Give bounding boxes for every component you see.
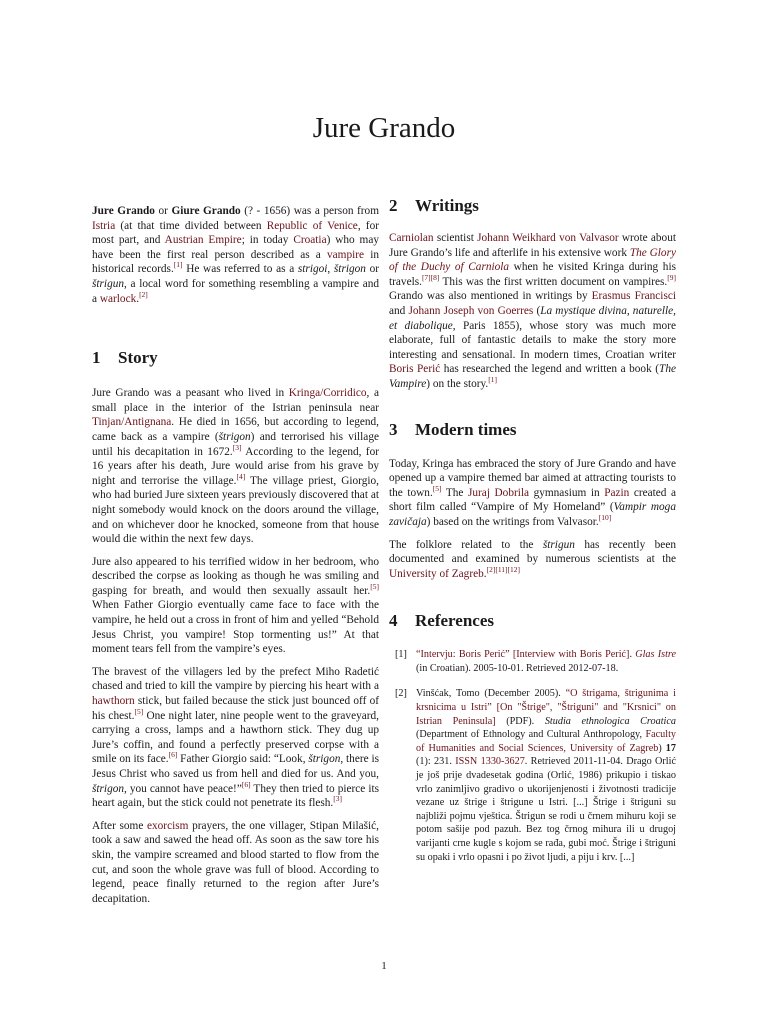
citation-link[interactable]: [6] (241, 779, 251, 789)
text-run: . (483, 567, 487, 580)
wiki-link[interactable]: vampire (327, 248, 365, 261)
wiki-link[interactable]: “O štrigama, štrigunima i krsnicima u Istri” [On "Štrige", "Štriguni" and "Krsnici" on Istrian Peninsula] (416, 688, 676, 727)
text-run: , a small place in the interior of the Istrian peninsula near (92, 387, 379, 414)
text-run: Studia ethnologica Croatica (544, 715, 676, 727)
citation-link[interactable]: [10] (598, 513, 612, 523)
section-heading-story (92, 348, 379, 368)
wiki-link[interactable]: Carniolan (389, 232, 434, 244)
text-run: štrigon (308, 753, 341, 766)
text-run: . He died in 1656, but according to legend, came back as a vampire ( (92, 416, 379, 443)
citation-link[interactable]: [9] (667, 273, 676, 283)
section-number: 1 (92, 348, 101, 368)
text-run: ) who may have been the first real person described as a (92, 234, 379, 261)
text-run: (Department of Ethnology and Cultural Anthropology, (416, 729, 646, 741)
text-run: štrigun (92, 277, 125, 290)
text-run: Today, Kringa has embraced the story of Jure Grando and have opened up a vampire themed bar aimed at attracting tourists to the town. (389, 457, 676, 499)
text-run: When Father Giorgio eventually came face to face with the vampire, he held out a cross in front of him and yelled “Behold Jesus Christ, you vampire! Stop tormenting us!” At that moment tears fell from the vampire’s eyes. (92, 599, 379, 656)
reference-number: [1] (395, 649, 407, 661)
wiki-link[interactable]: “Intervju: Boris Perić” [Interview with Boris Perić] (416, 649, 630, 661)
text-run: created a short film called “Vampire of My Homeland” ( (389, 486, 677, 514)
text-run: Jure Grando (92, 205, 155, 217)
text-run: Vinšćak, Tomo (December 2005). (416, 688, 566, 700)
citation-link[interactable]: [7][8] (421, 273, 440, 283)
text-run: ) and terrorised his village until his decapitation in 1672. (92, 430, 379, 458)
modern-times-body (389, 457, 676, 582)
text-run: , a local word for something resembling a vampire and a (92, 277, 379, 305)
text-run: has researched the legend and written a book ( (440, 363, 660, 376)
body-paragraph (389, 457, 676, 530)
text-run: La mystique divina, naturelle, et diabolique (389, 304, 676, 332)
citation-link[interactable]: [4] (236, 471, 246, 481)
text-run: ; in today (241, 234, 294, 247)
text-run: in historical records. (92, 248, 379, 276)
citation-link[interactable]: [3] (333, 794, 342, 804)
writings-body (389, 231, 676, 392)
text-run: 17 (665, 742, 676, 754)
text-run: stick, but failed because the stick just bounced off of his chest. (92, 695, 379, 722)
text-run: The folklore related to the (389, 538, 543, 551)
citation-link[interactable]: [2][11][12] (486, 564, 521, 574)
page-number: 1 (381, 960, 387, 972)
reference-number: [2] (395, 688, 407, 700)
text-run: Grando was also mentioned in writings by (389, 290, 592, 303)
section-number: 4 (389, 611, 398, 631)
wiki-link[interactable]: Erasmus Francisci (591, 290, 676, 303)
body-paragraph (389, 231, 676, 392)
section-title: References (415, 611, 494, 631)
wiki-link[interactable]: Juraj Dobrila (468, 486, 530, 499)
section-title: Modern times (415, 419, 517, 439)
wiki-link[interactable]: warlock (99, 292, 137, 305)
wiki-link[interactable]: Boris Perić (389, 363, 441, 376)
text-run: . (136, 292, 140, 305)
text-run: (at that time divided between (115, 219, 267, 232)
citation-link[interactable]: [5] (370, 582, 379, 592)
text-run: strigoi (297, 263, 328, 276)
citation-link[interactable]: [3] (232, 442, 242, 452)
citation-link[interactable]: [5] (432, 483, 442, 493)
section-heading-references (389, 611, 676, 631)
wiki-link[interactable]: hawthorn (92, 695, 135, 708)
intro-paragraph (92, 204, 379, 306)
reference-item (389, 648, 676, 675)
wiki-link[interactable]: exorcism (147, 819, 189, 832)
text-run: . Retrieved 2011-11-04. Drago Orlić je još prije dvadesetak godina (Orlić, 1986) prikupio i tiskao vrlo zanimljivo gradivo o ukorijenjenosti i životnosti tradicije vezane uz štrige i štrigune u Istri. [...] Štrige i štriguni su najbliži pojmu vještica. Štrigun se rodi u črnem mihuru koji se potom sašije pod pazuh. Bez tog črnog mihura ili u drugoj varijanti crne kugle s kojom se rađa, gubi moć. Štrige i štriguni su opaki i vrlo opasni i po život ljudi, a piju i krv. [...] (416, 756, 676, 863)
text-run: . (629, 649, 636, 661)
citation-link[interactable]: [2] (139, 289, 148, 299)
body-paragraph (92, 665, 379, 811)
section-title: Writings (415, 196, 479, 215)
wiki-link[interactable]: Republic of Venice (266, 219, 358, 232)
text-run: The bravest of the villagers led by the prefect Miho Radetić chased and tried to kill the vampire by piercing his heart with a (92, 665, 379, 693)
text-run: wrote about Jure Grando’s life and afterlife in his extensive work (389, 232, 676, 259)
section-heading-writings (389, 196, 676, 216)
text-run: The village priest, Giorgio, who had buried Jure sixteen years previously discovered that at night somebody would knock on the doors around the village, and on whichever door he knocked, someone from that house would die within the next few days. (92, 474, 379, 546)
text-run: Jure also appeared to his terrified widow in her bedroom, who described the corpse as looking as though he was smiling and gasping for breath, and would then sexually assault her. (92, 555, 379, 597)
reference-item (389, 687, 676, 864)
wiki-link[interactable]: Pazin (604, 486, 630, 499)
text-run: gymnasium in (529, 486, 605, 499)
text-run: (1): 231. (416, 756, 456, 768)
wiki-link[interactable]: 1330-3627 (480, 756, 525, 768)
text-run: , you cannot have peace!” (124, 782, 242, 795)
section-heading-modern-times (389, 420, 676, 440)
text-run: and (389, 304, 409, 317)
text-run: According to the legend, for 16 years after his death, Jure would arise from his grave by night and terrorise the village. (92, 445, 379, 487)
text-run: , there is Jesus Christ who saved us from hell and died for us. And you, (92, 753, 379, 780)
citation-link[interactable]: [5] (134, 706, 144, 716)
text-run: Giure Grando (171, 205, 241, 217)
text-run: This was the first written document on vampires. (439, 275, 668, 288)
text-run: The (441, 486, 468, 499)
wiki-link[interactable]: ISSN (455, 756, 478, 768)
wiki-link[interactable]: The Glory of the Duchy of Carniola (389, 246, 676, 274)
text-run: (PDF). (495, 715, 545, 727)
text-run: štrigon (92, 782, 125, 795)
text-run: Vampir moga zavičaja (389, 501, 676, 528)
wiki-link[interactable]: Croatia (293, 234, 327, 247)
text-run: prayers, the one villager, Stipan Milašić, took a saw and sawed the head off. As soon as the saw tore his skin, the vampire screamed and blood started to flow from the cut, and soon the whole grave was full of blood. According to legend, peace finally returned to the region after Jure’s decapitation. (92, 819, 379, 905)
text-run: scientist (433, 232, 478, 244)
text-run: ) based on the writings from Valvasor. (426, 515, 599, 528)
text-run: štrigon (333, 263, 366, 276)
text-run: or (154, 205, 172, 217)
citation-link[interactable]: [1] (173, 260, 183, 270)
left-column (92, 204, 379, 914)
references-list (389, 648, 676, 864)
wiki-link[interactable]: Faculty of Humanities and Social Sciences, University of Zagreb (416, 729, 676, 754)
citation-link[interactable]: [6] (168, 750, 178, 760)
text-run: He was referred to as a (182, 263, 298, 276)
section-number: 3 (389, 419, 398, 439)
right-column (389, 196, 677, 876)
body-paragraph (92, 555, 379, 657)
wiki-link[interactable]: Glas Istre (635, 649, 677, 661)
section-number: 2 (389, 196, 398, 215)
text-run: when he visited Kringa during his travels. (389, 261, 676, 288)
wiki-link[interactable]: Tinjan/Antignana (92, 416, 172, 429)
wiki-link[interactable]: Istria (92, 219, 116, 232)
citation-link[interactable]: [1] (488, 375, 498, 385)
section-title: Story (118, 348, 158, 368)
text-run: Jure Grando was a peasant who lived in (92, 387, 289, 400)
text-run: or (365, 263, 379, 276)
text-run: The Vampire (389, 363, 676, 390)
text-run: They then tried to pierce its heart again, but the stick could not penetrate its flesh. (92, 782, 379, 810)
text-run: Father Giorgio said: “Look, (177, 753, 309, 766)
text-run: has recently been documented and examined by numerous scientists at the (389, 538, 676, 566)
text-run: štrigun (542, 538, 575, 551)
text-run: , Paris 1855), whose story was much more elaborate, full of fantastic details to make the story more interesting and sensational. In modern times, Croatian writer (389, 319, 676, 361)
page-title: Jure Grando (312, 112, 456, 144)
wiki-link[interactable]: Johann Joseph von Goerres (408, 304, 534, 317)
wiki-link[interactable]: Austrian Empire (164, 234, 242, 247)
text-run: ) (658, 742, 666, 754)
text-run: (? - 1656) was a person from (240, 205, 379, 217)
text-run: štrigon (218, 430, 251, 443)
wiki-link[interactable]: Kringa/Corridico (288, 387, 367, 400)
wiki-link[interactable]: University of Zagreb (389, 567, 484, 580)
text-run: , (327, 263, 334, 276)
text-run: , for most part, and (92, 219, 379, 247)
text-run: One night later, nine people went to the graveyard, carrying a cross, lamps and a hawthorn stick. They dug up Jure’s coffin, and found a perfectly preserved corpse with a smile on its face. (92, 709, 379, 766)
text-run: ( (533, 304, 541, 317)
story-body (92, 386, 379, 906)
text-run: (in Croatian). 2005-10-01. Retrieved 2012-07-18. (416, 662, 619, 674)
text-run: After some (92, 819, 147, 832)
body-paragraph (92, 386, 379, 547)
body-paragraph (92, 819, 379, 907)
wiki-link[interactable]: Johann Weikhard von Valvasor (477, 232, 619, 244)
body-paragraph (389, 538, 676, 582)
text-run: ) on the story. (426, 377, 489, 390)
